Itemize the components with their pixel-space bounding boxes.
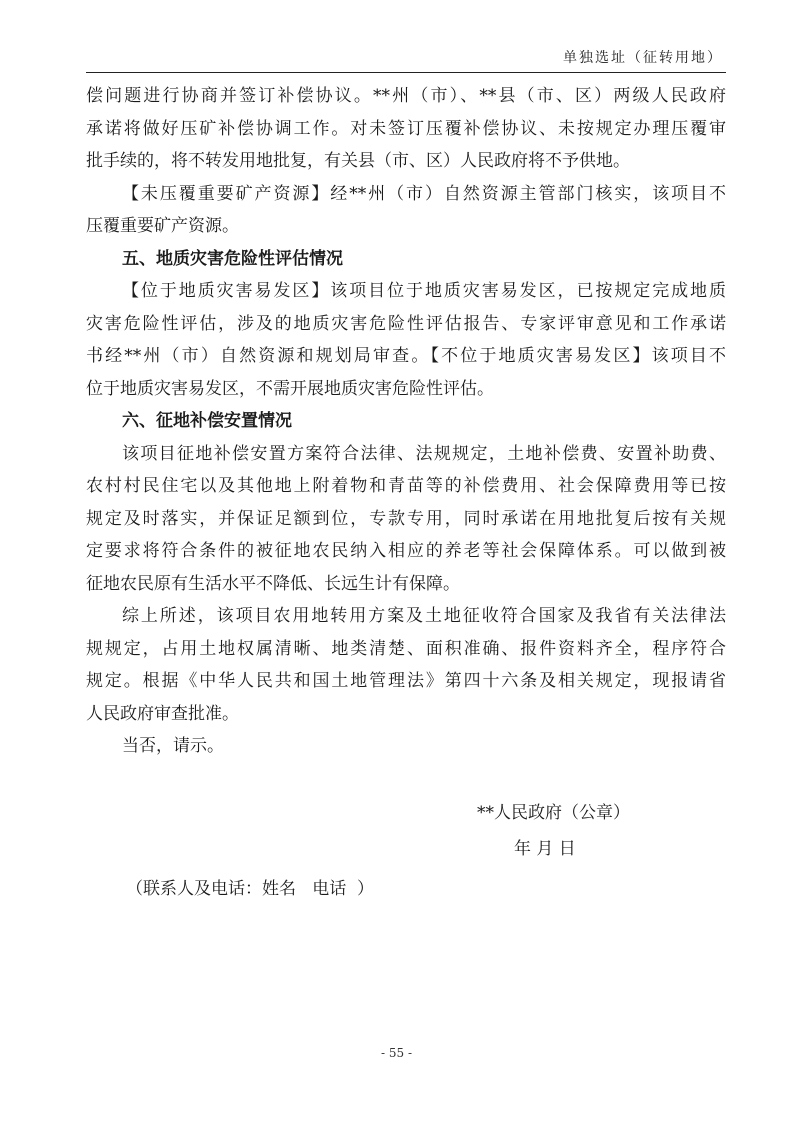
paragraph-line: 批手续的，将不转发用地批复，有关县（市、区）人民政府将不予供地。 <box>86 151 630 171</box>
paragraph-line: 位于地质灾害易发区，不需开展地质灾害危险性评估。 <box>86 378 494 399</box>
section-heading-geohazard: 五、地质灾害危险性评估情况 <box>122 248 343 269</box>
page-number: - 55 - <box>380 1046 412 1060</box>
closing-request-line: 当否，请示。 <box>122 736 224 756</box>
paragraph-line: 【位于地质灾害易发区】该项目位于地质灾害易发区，已按规定完成地质 <box>122 281 726 301</box>
paragraph-line: 人民政府审查批准。 <box>86 703 239 724</box>
paragraph-line: 规定。根据《中华人民共和国土地管理法》第四十六条及相关规定，现报请省 <box>86 671 726 691</box>
paragraph-line: 农村村民住宅以及其他地上附着物和青苗等的补偿费用、社会保障费用等已按 <box>86 476 726 496</box>
paragraph-line: 定要求将符合条件的被征地农民纳入相应的养老等社会保障体系。可以做到被 <box>86 541 726 561</box>
paragraph-line: 偿问题进行协商并签订补偿协议。**州（市）、**县（市、区）两级人民政府 <box>86 86 726 106</box>
date-line: 年 月 日 <box>514 839 576 859</box>
paragraph-line: 承诺将做好压矿补偿协调工作。对未签订压覆补偿协议、未按规定办理压覆审 <box>86 118 726 139</box>
paragraph-line: 该项目征地补偿安置方案符合法律、法规规定，土地补偿费、安置补助费、 <box>122 443 726 464</box>
paragraph-line: 规规定，占用土地权属清晰、地类清楚、面积准确、报件资料齐全，程序符合 <box>86 638 726 659</box>
signature-line: **人民政府（公章） <box>477 803 630 823</box>
section-heading-compensation: 六、征地补偿安置情况 <box>122 411 292 431</box>
paragraph-line: 书经**州（市）自然资源和规划局审查。【不位于地质灾害易发区】该项目不 <box>86 346 726 366</box>
document-body <box>86 80 726 763</box>
contact-line: （联系人及电话：姓名 电话 ） <box>126 879 375 899</box>
paragraph-line: 【未压覆重要矿产资源】经**州（市）自然资源主管部门核实，该项目不 <box>122 183 726 204</box>
paragraph-line: 规定及时落实，并保证足额到位，专款专用，同时承诺在用地批复后按有关规 <box>86 508 726 529</box>
paragraph-line: 征地农民原有生活水平不降低、长远生计有保障。 <box>86 573 460 594</box>
paragraph-line: 灾害危险性评估，涉及的地质灾害危险性评估报告、专家评审意见和工作承诺 <box>86 313 726 334</box>
paragraph-line: 压覆重要矿产资源。 <box>86 216 239 236</box>
header-divider <box>86 72 726 73</box>
running-header-title: 单独选址（征转用地） <box>563 50 723 66</box>
paragraph-line: 综上所述，该项目农用地转用方案及土地征收符合国家及我省有关法律法 <box>122 606 726 626</box>
